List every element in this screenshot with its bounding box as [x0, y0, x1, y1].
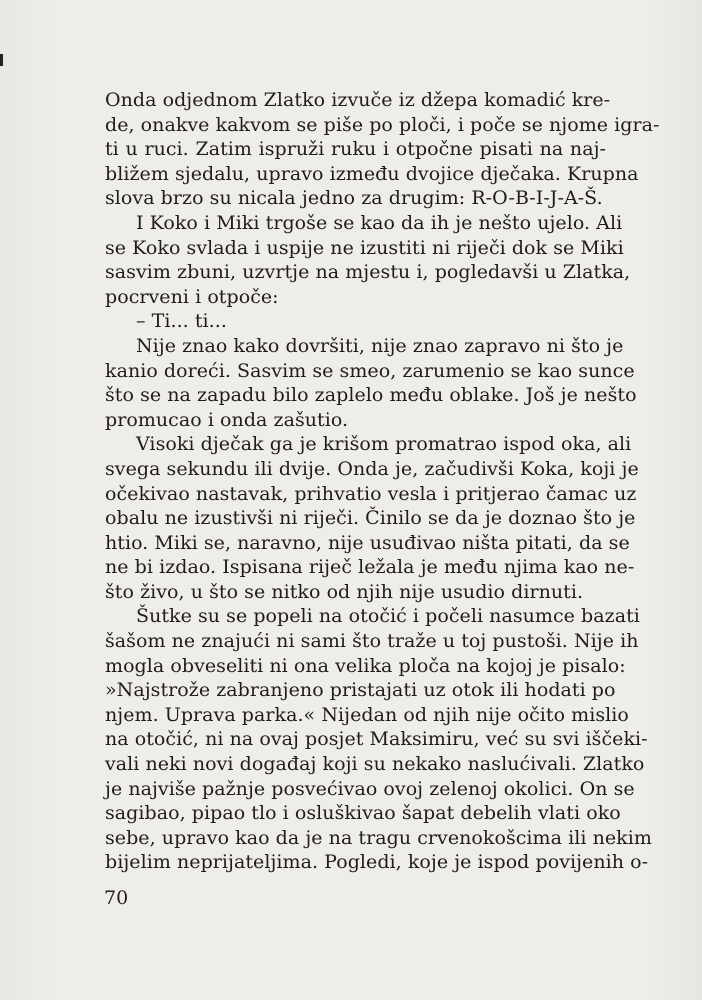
- text-line: Šutke su se popeli na otočić i počeli nasumce bazati: [136, 605, 640, 628]
- text-line: ne bi izdao. Ispisana riječ ležala je među njima kao ne-: [105, 556, 635, 579]
- text-line: je najviše pažnje posvećivao ovoj zelenoj okolici. On se: [105, 777, 635, 800]
- text-line: sebe, upravo kao da je na tragu crvenokošcima ili nekim: [105, 826, 652, 849]
- text-line: se Koko svlada i uspije ne izustiti ni riječi dok se Miki: [105, 236, 624, 259]
- text-line: kanio doreći. Sasvim se smeo, zarumenio se kao sunce: [105, 359, 635, 382]
- text-line: obalu ne izustivši ni riječi. Činilo se da je doznao što je: [105, 507, 636, 530]
- page-number: 70: [104, 887, 129, 909]
- text-line: njem. Uprava parka.« Nijedan od njih nije očito mislio: [105, 703, 629, 726]
- text-line: pocrveni i otpoče:: [105, 285, 279, 308]
- text-line: htio. Miki se, naravno, nije usuđivao ništa pitati, da se: [105, 531, 630, 554]
- text-line: što živo, u što se nitko od njih nije usudio dirnuti.: [105, 580, 584, 603]
- text-line: očekivao nastavak, prihvatio vesla i pritjerao čamac uz: [105, 482, 637, 505]
- text-line: bližem sjedalu, upravo između dvojice dječaka. Krupna: [105, 162, 639, 185]
- text-line: de, onakve kakvom se piše po ploči, i poče se njome igra-: [105, 113, 660, 136]
- text-line: Nije znao kako dovršiti, nije znao zapravo ni što je: [136, 334, 624, 357]
- text-line: ti u ruci. Zatim ispruži ruku i otpočne pisati na naj-: [105, 138, 606, 161]
- text-line: I Koko i Miki trgoše se kao da ih je nešto ujelo. Ali: [136, 211, 623, 234]
- text-line: – Ti... ti...: [136, 310, 227, 333]
- text-line: što se na zapadu bilo zaplelo među oblake. Još je nešto: [105, 384, 637, 407]
- text-line: Onda odjednom Zlatko izvuče iz džepa komadić kre-: [105, 89, 611, 111]
- text-line: Visoki dječak ga je krišom promatrao ispod oka, ali: [136, 433, 632, 456]
- text-line: sasvim zbuni, uzvrtje na mjestu i, pogledavši u Zlatka,: [105, 261, 631, 284]
- text-line: vali neki novi događaj koji su nekako naslućivali. Zlatko: [105, 753, 645, 776]
- text-line: promucao i onda zašutio.: [105, 408, 349, 431]
- text-line: svega sekundu ili dvije. Onda je, začudivši Koka, koji je: [105, 457, 639, 480]
- text-line: na otočić, ni na ovaj posjet Maksimiru, već su svi iščeki-: [105, 728, 648, 751]
- text-line: »Najstrože zabranjeno pristajati uz otok ili hodati po: [105, 679, 616, 702]
- text-line: bijelim neprijateljima. Pogledi, koje je ispod povijenih o-: [105, 851, 649, 874]
- page-edge-mark: [0, 54, 3, 66]
- body-text: [105, 88, 660, 875]
- text-line: slova brzo su nicala jedno za drugim: R-O-B-I-J-A-Š.: [105, 187, 603, 210]
- text-line: šašom ne znajući ni sami što traže u toj pustoši. Nije ih: [105, 630, 639, 653]
- text-line: sagibao, pipao tlo i osluškivao šapat debelih vlati oko: [105, 802, 621, 825]
- text-line: mogla obveseliti ni ona velika ploča na kojoj je pisalo:: [105, 654, 626, 677]
